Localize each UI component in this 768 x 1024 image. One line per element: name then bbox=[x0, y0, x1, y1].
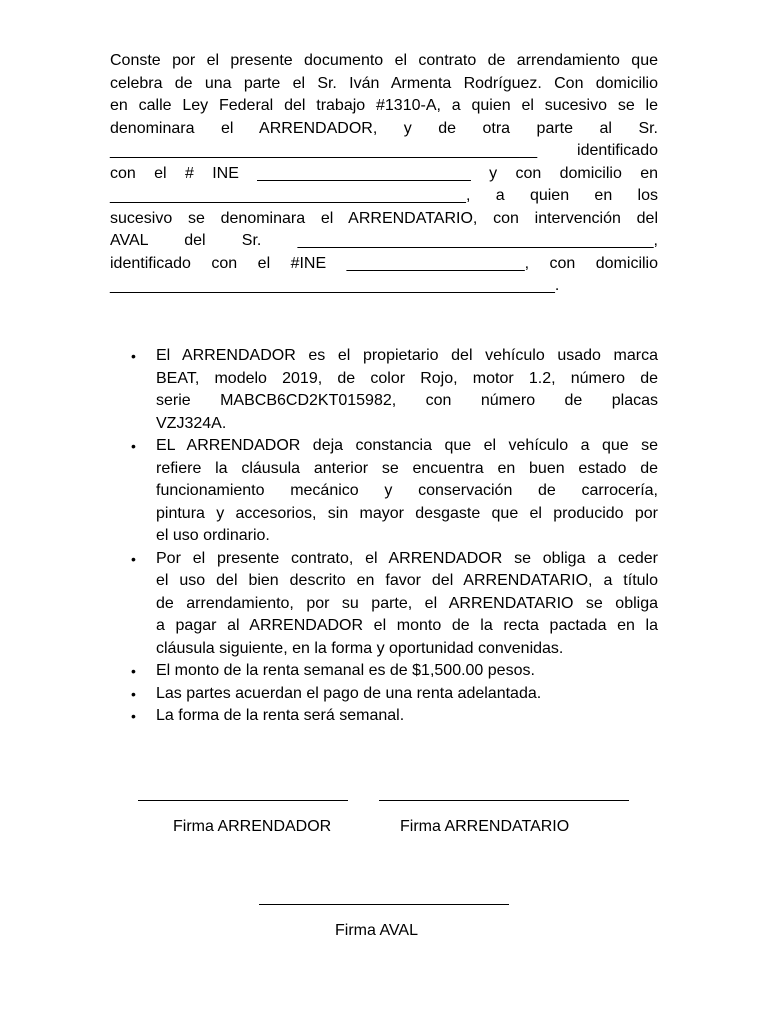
intro-line: __________________________________________________. bbox=[110, 277, 560, 294]
intro-line: ________________________________________, a quien en los bbox=[110, 187, 658, 204]
arrendatario-signature-line bbox=[379, 800, 629, 801]
intro-line: con el # INE ________________________ y con domicilio en bbox=[110, 164, 658, 182]
clause-line: La forma de la renta será semanal. bbox=[156, 707, 405, 724]
clause-line: EL ARRENDADOR deja constancia que el vehículo a que se bbox=[156, 437, 658, 454]
clause-line: serie MABCB6CD2KT015982, con número de placas bbox=[156, 392, 658, 409]
clause-line: pintura y accesorios, sin mayor desgaste que el producido por bbox=[156, 504, 658, 522]
clause-item bbox=[110, 435, 658, 548]
clause-line: el uso ordinario. bbox=[156, 527, 270, 544]
intro-line: en calle Ley Federal del trabajo #1310-A, a quien el sucesivo se le bbox=[110, 97, 658, 114]
clause-line: funcionamiento mecánico y conservación de carrocería, bbox=[156, 482, 658, 499]
arrendador-signature-line bbox=[138, 800, 348, 801]
clause-line: de arrendamiento, por su parte, el ARRENDATARIO se obliga bbox=[156, 594, 658, 612]
intro-line: ________________________________________________ identificado bbox=[110, 142, 658, 159]
contract-intro-paragraph bbox=[110, 50, 658, 298]
intro-line: identificado con el #INE ____________________, con domicilio bbox=[110, 254, 658, 272]
clause-item bbox=[110, 548, 658, 661]
clause-line: refiere la cláusula anterior se encuentra en buen estado de bbox=[156, 459, 658, 477]
clause-line: Las partes acuerdan el pago de una renta adelantada. bbox=[156, 684, 542, 702]
clause-line: el uso del bien descrito en favor del ARRENDATARIO, a título bbox=[156, 572, 658, 589]
clause-line: BEAT, modelo 2019, de color Rojo, motor 1.2, número de bbox=[156, 369, 658, 387]
bullet-icon: • bbox=[131, 685, 136, 702]
clause-line: VZJ324A. bbox=[156, 414, 227, 432]
clause-line: El ARRENDADOR es el propietario del vehículo usado marca bbox=[156, 347, 658, 364]
intro-line: AVAL del Sr. ________________________________________, bbox=[110, 232, 658, 249]
clauses-list bbox=[110, 345, 658, 728]
clause-line: El monto de la renta semanal es de $1,500.00 pesos. bbox=[156, 662, 535, 679]
clause-item bbox=[110, 345, 658, 435]
bullet-icon: • bbox=[131, 663, 136, 679]
clause-item bbox=[110, 660, 658, 683]
intro-line: denominara el ARRENDADOR, y de otra parte al Sr. bbox=[110, 119, 658, 137]
bullet-icon: • bbox=[131, 708, 136, 724]
clause-line: cláusula siguiente, en la forma y oportunidad convenidas. bbox=[156, 639, 564, 657]
clause-line: Por el presente contrato, el ARRENDADOR se obliga a ceder bbox=[156, 549, 658, 567]
bullet-icon: • bbox=[131, 550, 136, 567]
clause-line: a pagar al ARRENDADOR el monto de la recta pactada en la bbox=[156, 617, 658, 634]
bullet-icon: • bbox=[131, 438, 136, 454]
arrendatario-signature-label: Firma ARRENDATARIO bbox=[400, 818, 570, 835]
intro-line: celebra de una parte el Sr. Iván Armenta Rodríguez. Con domicilio bbox=[110, 74, 658, 92]
clause-item bbox=[110, 705, 658, 728]
aval-signature-label: Firma AVAL bbox=[335, 922, 418, 939]
bullet-icon: • bbox=[131, 348, 136, 364]
clause-item bbox=[110, 683, 658, 706]
intro-line: sucesivo se denominara el ARRENDATARIO, con intervención del bbox=[110, 209, 658, 227]
arrendador-signature-label: Firma ARRENDADOR bbox=[173, 818, 332, 835]
intro-line: Conste por el presente documento el contrato de arrendamiento que bbox=[110, 52, 658, 69]
aval-signature-line bbox=[259, 904, 509, 905]
